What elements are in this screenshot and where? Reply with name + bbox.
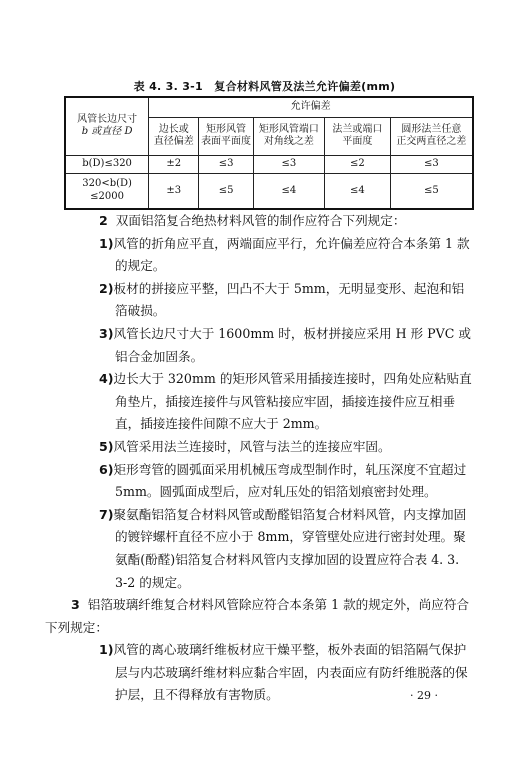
clause-2: 2 双面铝箔复合绝热材料风管的制作应符合下列规定： [99,213,406,228]
table-cell: ±2 [149,155,199,173]
table-cell: ≤5 [199,173,253,209]
table-row [65,173,473,209]
table-cell: ≤3 [199,155,253,173]
list-item: 7)聚氨酯铝箔复合材料风管或酚醛铝箔复合材料风管，内支撑加固的镀锌螺杆直径不应小于 8mm，穿管壁处应进行密封处理。聚氨酯(酚醛)铝箔复合材料风管内支撑加固的设置应符合表 4. 3. 3-2 的规定。 [99,506,467,590]
column-header: 矩形风管端口 对角线之差 [253,117,324,155]
column-header: 边长或 直径偏差 [149,117,199,155]
page-number: · 29 · [410,689,438,702]
row-header-line: b 或直径 D [81,126,133,138]
body-text [45,210,473,707]
table-caption: 表 4. 3. 3-1 复合材料风管及法兰允许偏差(mm) [133,80,396,93]
table-cell: ±3 [149,173,199,209]
table-cell: ≤5 [390,173,473,209]
table-cell: ≤2 [324,155,390,173]
table-cell: ≤3 [390,155,473,173]
row-label: 320<b(D) ≤2000 [65,173,149,209]
row-label: b(D)≤320 [65,155,149,173]
list-item: 5)风管采用法兰连接时，风管与法兰的连接应牢固。 [99,438,391,454]
deviation-table [64,96,474,210]
table-cell: ≤4 [324,173,390,209]
column-header: 圆形法兰任意 正交两直径之差 [390,117,473,155]
list-item: 4)边长大于 320mm 的矩形风管采用插接连接时，四角处应粘贴直角垫片，插接连接件与风管粘接应牢固，插接连接件应互相垂直，插接连接件间隙不应大于 2mm。 [99,371,472,432]
list-item: 1)风管的离心玻璃纤维板材应干燥平整，板外表面的铝箔隔气保护层与内芯玻璃纤维材料应黏合牢固，内表面应有防纤维脱落的保护层，且不得释放有害物质。 [99,642,468,703]
table-cell: ≤3 [253,155,324,173]
table-cell: ≤4 [253,173,324,209]
clause-3: 3 铝箔玻璃纤维复合材料风管除应符合本条第 1 款的规定外，尚应符合下列规定： [45,597,470,635]
list-item: 3)风管长边尺寸大于 1600mm 时，板材拼接应采用 H 形 PVC 或铝合金加固条。 [99,325,471,364]
table-row [65,155,473,173]
column-header: 法兰或端口 平面度 [324,117,390,155]
list-item: 6)矩形弯管的圆弧面采用机械压弯成型制作时，轧压深度不宜超过 5mm。圆弧面成型后，应对轧压处的铝箔划痕密封处理。 [99,461,467,500]
column-header: 矩形风管 表面平面度 [199,117,253,155]
row-header-cell [65,97,149,155]
list-item: 2)板材的拼接应平整，凹凸不大于 5mm，无明显变形、起泡和铝箔破损。 [99,280,465,319]
row-header-line: 风管长边尺寸 [77,113,138,125]
group-header-cell: 允许偏差 [149,97,473,117]
list-item: 1)风管的折角应平直，两端面应平行，允许偏差应符合本条第 1 款的规定。 [99,235,470,274]
